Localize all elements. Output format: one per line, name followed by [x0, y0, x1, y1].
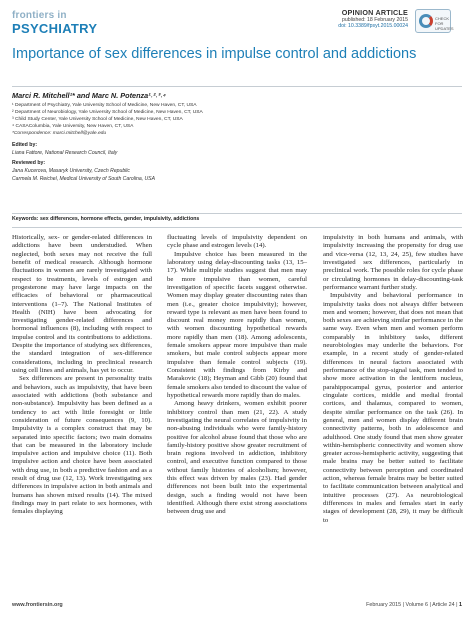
body-paragraph: Impulsive choice has been measured in the laboratory using delay-discounting tasks (13, 15–17). While multiple studies suggest that men may be more impulsive than women, careful investigation of specific facets suggest otherwise. Women may display greater discounting rates than men (i.e., greater choice impulsivity); however, reward type is relevant as men have been found to discount real money more rapidly than women, with women discounting hypothetical rewards more rapidly than men (18). Among adolescents, female smokers appear more impulsive than male smokers, but male control subjects appear more impulsive than female control subjects (19). Consistent with findings from Kirby and Marakovic (18); Heyman and Gibb (20) found that female smokers also tended to discount the value of hypothetical rewards more rapidly than do males.: [167, 250, 307, 399]
doi-text[interactable]: doi: 10.3389/fpsyt.2015.00024: [338, 23, 408, 30]
author-list: Marci R. Mitchell¹* and Marc N. Potenza¹˒²˒³˒⁴: [12, 91, 166, 100]
footer-citation-text: February 2015 | Volume 6 | Article 24 |: [366, 602, 458, 608]
footer-website-link[interactable]: www.frontiersin.org: [12, 602, 63, 608]
keywords-bottom-divider: [12, 227, 462, 228]
reviewer-2: Carmela M. Reichel, Medical University of South Carolina, USA: [12, 176, 155, 182]
edited-by-heading: Edited by:: [12, 142, 38, 148]
article-type: OPINION ARTICLE: [341, 8, 408, 17]
body-column-3: [323, 234, 463, 525]
affiliation-4: ⁴ CASAColumbia, Yale University, New Haven, CT, USA: [12, 124, 134, 129]
article-title: Importance of sex differences in impulse control and addictions: [12, 46, 417, 62]
affiliation-3: ³ Child Study Center, Yale University School of Medicine, New Haven, CT, USA: [12, 117, 183, 122]
page-header: [0, 0, 474, 42]
check-for-updates-badge[interactable]: [415, 9, 454, 33]
body-paragraph: impulsivity in both humans and animals, with impulsivity increasing the propensity for drug use and vice-versa (12, 13, 24, 25), few studies have investigated sex differences, particularly in preclinical work. The possible roles for cycle phase or circulating hormones in delay-discounting-task performance warrant further study.: [323, 234, 463, 291]
title-divider: [12, 86, 462, 87]
affiliation-1: ¹ Department of Psychiatry, Yale University School of Medicine, New Haven, CT, USA: [12, 103, 197, 108]
doi-link[interactable]: [338, 23, 408, 29]
keywords-line: [12, 216, 199, 222]
article-meta: [338, 8, 408, 30]
body-column-1: [12, 234, 152, 517]
keywords-top-divider: [12, 213, 462, 214]
reviewer-1: Jana Kucerova, Masaryk University, Czech Republic: [12, 168, 130, 174]
keywords-text: sex differences, hormone effects, gender, impulsivity, addictions: [39, 216, 200, 222]
editor-name: Liana Fattore, National Research Council, Italy: [12, 150, 118, 156]
updates-icon: [419, 14, 433, 28]
body-paragraph: Sex differences are present in personality traits and behaviors, such as impulsivity, that have been associated with addictions (both substance and non-substance). Impulsivity has been defined as a tendency to act with little foresight or little consideration of future consequences (9, 10). Impulsivity is a complex construct that may be separated into specific factors; two main domains that can be measured in the laboratory include impulsive action and impulsive choice (11). Both impulsive action and choice have been associated with drug use, in both a predictive fashion and as a result of drug use (12, 13). Work investigating sex differences in impulsive action in both animals and humans has shown mixed results (14). The mixed findings may in part relate to sex hormones, with females displaying: [12, 375, 152, 516]
journal-logo-top: frontiers in: [12, 10, 67, 21]
journal-logo[interactable]: [12, 11, 97, 35]
footer-citation: [366, 602, 462, 608]
affiliation-2: ² Department of Neurobiology, Yale University School of Medicine, New Haven, CT, USA: [12, 110, 203, 115]
correspondence[interactable]: *Correspondence: marci.mitchell@yale.edu: [12, 131, 107, 136]
body-column-2: [167, 234, 307, 517]
body-paragraph: Impulsivity and behavioral performance in impulsivity tasks does not always differ between men and women; however, that does not mean that both sexes are achieving similar performance in the same way. Even when men and women perform comparably in inhibitory tasks, different neurobiologies may underlie the behaviors. For example, in a recent study of gender-related differences in neural factors associated with performance of the stop-signal task, men tended to show more activation in the lentiform nucleus, parahippocampal gyrus, posterior and anterior cingulate cortices, middle and medial frontal cortices, and thalamus, compared to women, despite similar performance on the task (26). In general, men and women display different brain connectivity patterns, both in adolescence and adulthood. One study found that men show greater within-hemispheric connectivity and women show greater across-hemispheric activity, suggesting that male brains may be better suited to facilitate connectivity between perception and coordinated action, whereas female brains may be better suited to facilitate communication between analytical and intuitive processes (27). As neurobiological differences in males and females start in early stages of development (28, 29), it may be difficult to: [323, 292, 463, 524]
body-paragraph: Historically, sex- or gender-related differences in addictions have been understudied. When neglected, both sexes may not receive the full benefit of medical research. Although hormone fluctuations in women are rarely investigated with respect to treatments, levels of estrogen and progesterone may have large impacts on the efficacies of behavioral or pharmaceutical interventions (1–7). The National Institutes of Health (NIH) have been advocating for investigating gender-related differences and hormonal influences (8), including with respect to impulse control and its contributions to addictions. Despite the importance of studying sex differences, the standard integration of sex-difference considerations, including in preclinical research using cell lines and animals, has yet to occur.: [12, 234, 152, 374]
body-paragraph: fluctuating levels of impulsivity dependent on cycle phase and estrogen levels (14).: [167, 234, 307, 250]
updates-badge-label: CHECK FOR UPDATES: [435, 16, 454, 31]
body-paragraph: Among heavy drinkers, women exhibit poorer inhibitory control than men (21, 22). A study investigating the neural correlates of impulsivity in non-abusing individuals who were family-history positive for alcohol abuse found that those who are family-history positive show greater recruitment of brain regions involved in addiction, inhibitory control, and executive function compared to those without family histories of alcoholism; however, this effect was driven by males (23). Had gender differences not been built into the experimental design, such a finding would not have been identified. Although there exist strong associations between drug use and: [167, 400, 307, 516]
page-number: 1: [459, 602, 462, 608]
published-date: published: 18 February 2015: [341, 17, 408, 23]
keywords-label: Keywords:: [12, 216, 39, 222]
reviewed-by-heading: Reviewed by:: [12, 160, 46, 166]
journal-logo-name: PSYCHIATRY: [12, 21, 98, 36]
